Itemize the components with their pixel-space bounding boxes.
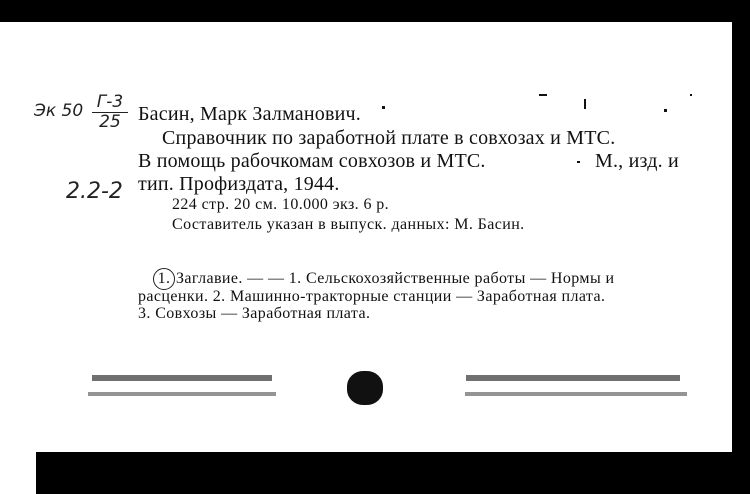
scan-speck [664, 109, 667, 112]
stamp-smear [92, 375, 272, 381]
stamp-smear [466, 375, 680, 381]
card-tracing-line-3: 3. Совхозы — Заработная плата. [138, 305, 371, 322]
call-number-top: Г-3 [92, 94, 128, 113]
tracing-line-1-text: Заглавие. — — 1. Сельскохозяйственные работы — Нормы и [176, 270, 615, 287]
stamp-smear [465, 392, 687, 396]
call-number-prefix: Эк 50 [34, 101, 84, 121]
scan-speck [382, 106, 385, 109]
card-tracing-line-1 [153, 268, 614, 290]
scan-speck [690, 94, 692, 96]
card-publisher-place: М., изд. и [595, 150, 679, 172]
card-note: Составитель указан в выпуск. данных: М. Басин. [172, 216, 525, 233]
card-tracing-line-2: расценки. 2. Машинно-тракторные станции — Заработная плата. [138, 288, 606, 305]
card-collation: 224 стр. 20 см. 10.000 экз. 6 р. [172, 196, 390, 213]
card-title-line-2: В помощь рабочкомам совхозов и МТС. [138, 150, 486, 172]
scan-speck [539, 94, 547, 96]
card-title-line-3: тип. Профиздата, 1944. [138, 173, 340, 195]
tracing-number: 1. [153, 268, 175, 290]
stamp-smear [347, 371, 383, 405]
scan-border-right [732, 0, 750, 494]
call-number-fraction [92, 94, 128, 131]
scan-border-left [0, 452, 36, 494]
call-number-bottom: 25 [99, 112, 121, 132]
card-title-line-1: Справочник по заработной плате в совхозах и МТС. [162, 127, 616, 149]
stamp-smear [88, 392, 276, 396]
scan-border-top [0, 0, 732, 22]
scan-speck [584, 99, 586, 109]
handwritten-note: 2.2-2 [66, 179, 123, 204]
scan-speck [577, 161, 580, 163]
card-author: Басин, Марк Залманович. [138, 103, 361, 125]
